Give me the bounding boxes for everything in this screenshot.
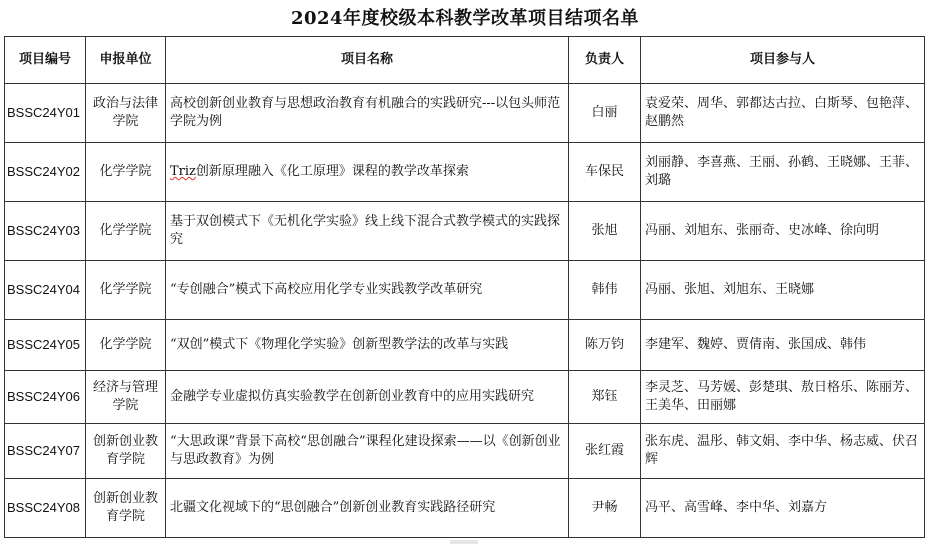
members-cell: 李灵芝、马芳媛、彭楚琪、敖日格乐、陈丽芳、王美华、田丽娜 (641, 371, 925, 424)
table-row (5, 424, 925, 479)
unit-cell: 政治与法律学院 (86, 84, 166, 143)
project-code: BSSC24Y06 (5, 371, 86, 424)
project-code: BSSC24Y08 (5, 479, 86, 538)
project-name: “专创融合”模式下高校应用化学专业实践教学改革研究 (166, 261, 569, 320)
unit-cell: 化学学院 (86, 261, 166, 320)
table-header-row (5, 37, 925, 84)
project-name-prefix: Triz (170, 164, 196, 179)
leader-cell: 白丽 (569, 84, 641, 143)
leader-cell: 车保民 (569, 143, 641, 202)
header-unit: 申报单位 (86, 37, 166, 84)
project-code: BSSC24Y01 (5, 84, 86, 143)
document-title: 2024年度校级本科教学改革项目结项名单 (290, 8, 640, 29)
project-name: “大思政课”背景下高校“思创融合”课程化建设探索——以《创新创业与思政教育》为例 (166, 424, 569, 479)
project-code: BSSC24Y02 (5, 143, 86, 202)
project-name-rest: 创新原理融入《化工原理》课程的教学改革探索 (195, 164, 469, 179)
table-row (5, 261, 925, 320)
header-members: 项目参与人 (641, 37, 925, 84)
project-name: “双创”模式下《物理化学实验》创新型教学法的改革与实践 (166, 320, 569, 371)
project-name: 高校创新创业教育与思想政治教育有机融合的实践研究---以包头师范学院为例 (166, 84, 569, 143)
unit-cell: 化学学院 (86, 320, 166, 371)
project-code: BSSC24Y03 (5, 202, 86, 261)
project-name: 北疆文化视域下的“思创融合”创新创业教育实践路径研究 (166, 479, 569, 538)
leader-cell: 张旭 (569, 202, 641, 261)
table-row (5, 371, 925, 424)
project-name: 金融学专业虚拟仿真实验教学在创新创业教育中的应用实践研究 (166, 371, 569, 424)
project-name (166, 143, 569, 202)
members-cell: 冯丽、张旭、刘旭东、王晓娜 (641, 261, 925, 320)
members-cell: 袁爱荣、周华、郭都达古拉、白斯琴、包艳萍、赵鹏然 (641, 84, 925, 143)
project-code: BSSC24Y05 (5, 320, 86, 371)
unit-cell: 经济与管理学院 (86, 371, 166, 424)
leader-cell: 韩伟 (569, 261, 641, 320)
members-cell: 李建军、魏婷、贾倩南、张国成、韩伟 (641, 320, 925, 371)
project-code: BSSC24Y04 (5, 261, 86, 320)
leader-cell: 陈万钧 (569, 320, 641, 371)
members-cell: 张东虎、温彤、韩文娟、李中华、杨志威、伏召辉 (641, 424, 925, 479)
table-row (5, 143, 925, 202)
table-row (5, 320, 925, 371)
members-cell: 冯丽、刘旭东、张丽奇、史冰峰、徐向明 (641, 202, 925, 261)
unit-cell: 化学学院 (86, 202, 166, 261)
table-row (5, 84, 925, 143)
unit-cell: 创新创业教育学院 (86, 424, 166, 479)
table-row (5, 479, 925, 538)
members-cell: 冯平、高雪峰、李中华、刘嘉方 (641, 479, 925, 538)
members-cell: 刘丽静、李喜燕、王丽、孙鹤、王晓娜、王菲、刘璐 (641, 143, 925, 202)
project-table (4, 36, 925, 538)
header-leader: 负责人 (569, 37, 641, 84)
project-name: 基于双创模式下《无机化学实验》线上线下混合式教学模式的实践探究 (166, 202, 569, 261)
leader-cell: 尹畅 (569, 479, 641, 538)
header-project-code: 项目编号 (5, 37, 86, 84)
header-project-name: 项目名称 (166, 37, 569, 84)
project-code: BSSC24Y07 (5, 424, 86, 479)
table-row (5, 202, 925, 261)
unit-cell: 创新创业教育学院 (86, 479, 166, 538)
page-break-marker (450, 540, 478, 544)
unit-cell: 化学学院 (86, 143, 166, 202)
leader-cell: 张红霞 (569, 424, 641, 479)
leader-cell: 郑钰 (569, 371, 641, 424)
